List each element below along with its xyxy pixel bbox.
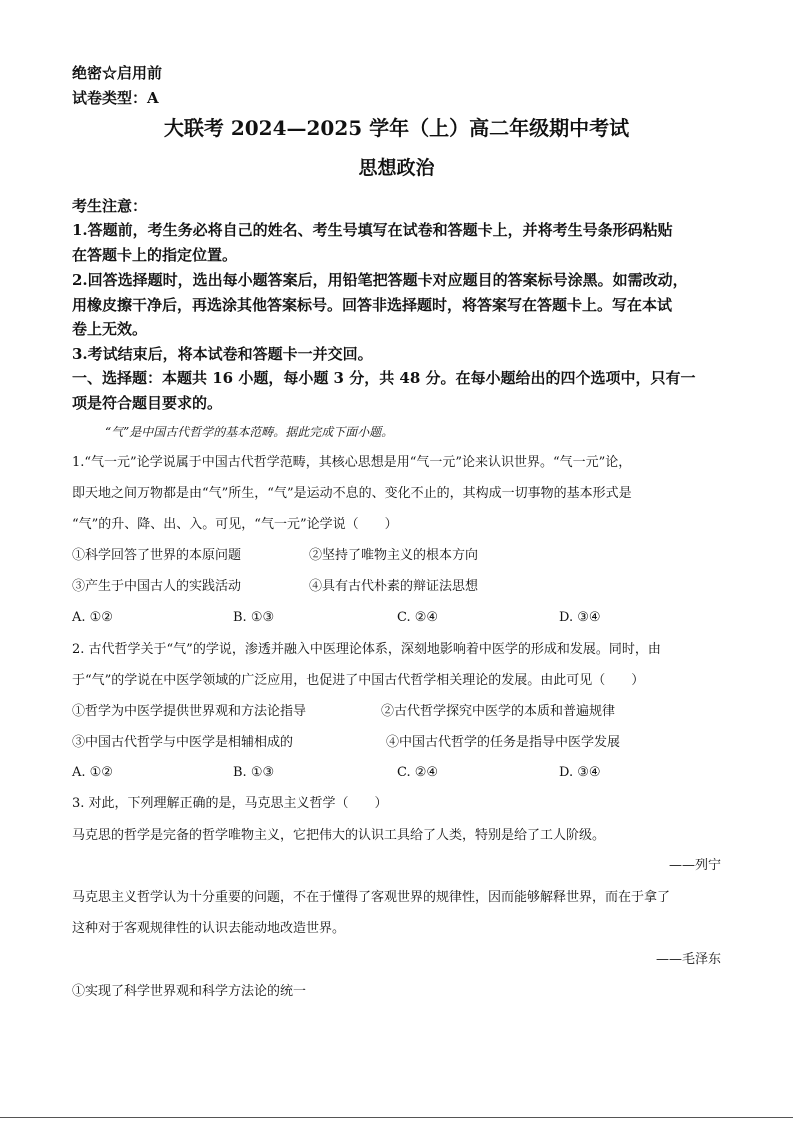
q2-option-b: B. ①③ xyxy=(233,765,275,780)
q2-statement-1: ①哲学为中医学提供世界观和方法论指导 xyxy=(72,704,307,719)
q2-statement-2: ②古代哲学探究中医学的本质和普遍规律 xyxy=(381,704,616,719)
material-intro: “气”是中国古代哲学的基本范畴。据此完成下面小题。 xyxy=(105,425,394,439)
notice-heading: 考生注意： xyxy=(72,197,148,215)
q1-stem-line1: 1.“气一元”论学说属于中国古代哲学范畴，其核心思想是用“气一元”论来认识世界。“气一元”论， xyxy=(72,455,632,470)
q3-quote-mao-line1: 马克思主义哲学认为十分重要的问题，不在于懂得了客观世界的规律性，因而能够解释世界，而在于拿了 xyxy=(72,890,671,905)
q1-statement-1: ①科学回答了世界的本原问题 xyxy=(72,548,242,563)
secret-label: 绝密☆启用前 xyxy=(72,64,163,82)
q2-option-a: A. ①② xyxy=(72,765,113,780)
q1-statement-4: ④具有古代朴素的辩证法思想 xyxy=(309,579,479,594)
notice-item1-line2: 在答题卡上的指定位置。 xyxy=(72,246,238,264)
notice-item1-line1: 1.答题前，考生务必将自己的姓名、考生号填写在试卷和答题卡上，并将考生号条形码粘贴 xyxy=(72,221,673,239)
q3-quote-lenin-author: ——列宁 xyxy=(668,858,721,873)
section1-heading-line1: 一、选择题：本题共 16 小题，每小题 3 分，共 48 分。在每小题给出的四个选项中，只有一 xyxy=(72,369,696,387)
q3-quote-lenin: 马克思的哲学是完备的哲学唯物主义，它把伟大的认识工具给了人类，特别是给了工人阶级。 xyxy=(72,828,606,843)
subject-title: 思想政治 xyxy=(358,157,435,179)
q1-statement-3: ③产生于中国古人的实践活动 xyxy=(72,579,242,594)
q2-stem-line1: 2. 古代哲学关于“气”的学说，渗透并融入中医理论体系，深刻地影响着中医学的形成和发展。同时，由 xyxy=(72,642,661,657)
q2-option-c: C. ②④ xyxy=(397,765,439,780)
notice-item3: 3.考试结束后，将本试卷和答题卡一并交回。 xyxy=(72,345,373,363)
notice-item2-line3: 卷上无效。 xyxy=(72,320,148,338)
q2-stem-line2: 于“气”的学说在中医学领域的广泛应用，也促进了中国古代哲学相关理论的发展。由此可见（ ） xyxy=(72,673,645,688)
q2-statement-3: ③中国古代哲学与中医学是相辅相成的 xyxy=(72,735,294,750)
q1-statement-2: ②坚持了唯物主义的根本方向 xyxy=(309,548,479,563)
q2-option-d: D. ③④ xyxy=(559,765,601,780)
notice-item2-line1: 2.回答选择题时，选出每小题答案后，用铅笔把答题卡对应题目的答案标号涂黑。如需改动， xyxy=(72,271,688,289)
q1-stem-line2: 即天地之间万物都是由“气”所生，“气”是运动不息的、变化不止的，其构成一切事物的基本形式是 xyxy=(72,486,632,501)
q1-option-c: C. ②④ xyxy=(397,610,439,625)
page-bottom-divider xyxy=(0,1117,793,1118)
q3-statement-1: ①实现了科学世界观和科学方法论的统一 xyxy=(72,984,307,999)
section1-heading-line2: 项是符合题目要求的。 xyxy=(72,394,223,412)
notice-item2-line2: 用橡皮擦干净后，再选涂其他答案标号。回答非选择题时，将答案写在答题卡上。写在本试 xyxy=(72,296,673,314)
q1-option-b: B. ①③ xyxy=(233,610,275,625)
q3-quote-mao-line2: 这种对于客观规律性的认识去能动地改造世界。 xyxy=(72,921,346,936)
q2-statement-4: ④中国古代哲学的任务是指导中医学发展 xyxy=(386,735,621,750)
exam-title: 大联考 2024—2025 学年（上）高二年级期中考试 xyxy=(163,116,630,140)
paper-type-label: 试卷类型：A xyxy=(72,89,159,107)
q1-option-a: A. ①② xyxy=(72,610,113,625)
q1-stem-line3: “气”的升、降、出、入。可见，“气一元”论学说（ ） xyxy=(72,517,398,532)
q1-option-d: D. ③④ xyxy=(559,610,601,625)
q3-stem: 3. 对此，下列理解正确的是，马克思主义哲学（ ） xyxy=(72,796,388,811)
q3-quote-mao-author: ——毛泽东 xyxy=(655,952,721,967)
